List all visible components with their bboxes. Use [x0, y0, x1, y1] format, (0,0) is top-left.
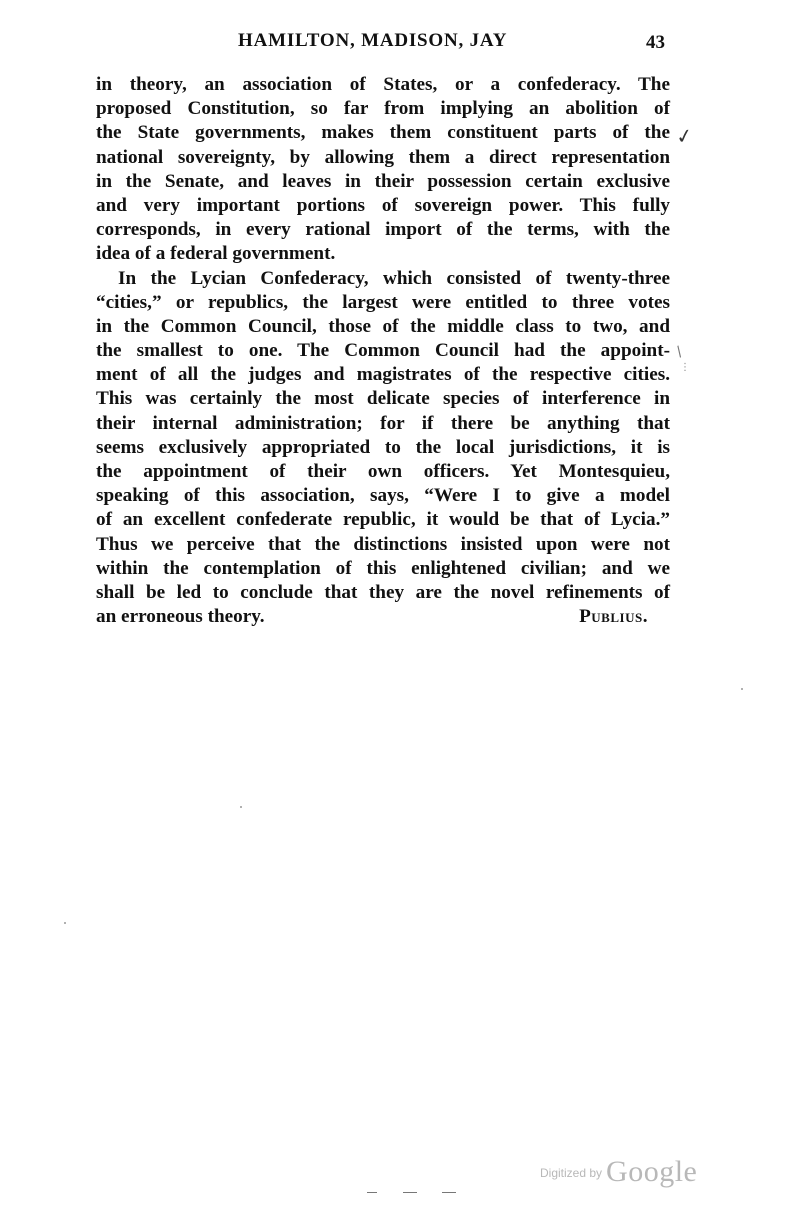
scan-artifact-dash	[403, 1192, 417, 1193]
closing-line	[96, 605, 670, 629]
text-line: the smallest to one. The Common Council had the appoint-	[96, 340, 670, 362]
paper-speck	[240, 806, 242, 808]
text-line: “cities,” or republics, the largest were entitled to three votes	[96, 291, 670, 313]
scan-artifact-dash	[442, 1192, 456, 1193]
pencil-tick-mark-icon: /	[673, 343, 686, 361]
pencil-check-mark-icon: ✓	[674, 122, 695, 150]
text-line: their internal administration; for if there be anything that	[96, 412, 670, 434]
text-line: in theory, an association of States, or a confederacy. The	[96, 74, 670, 95]
text-line: Thus we perceive that the distinctions insisted upon were not	[96, 533, 670, 555]
running-title: HAMILTON, MADISON, JAY	[238, 30, 508, 51]
text-line: proposed Constitution, so far from implying an abolition of	[96, 98, 670, 120]
text-line: shall be led to conclude that they are the novel refinements of	[96, 581, 670, 603]
text-line: the appointment of their own officers. Yet Montesquieu,	[96, 461, 670, 482]
text-line: within the contemplation of this enlightened civilian; and we	[96, 557, 670, 579]
running-head	[0, 30, 810, 60]
signature: Publius.	[579, 606, 648, 628]
digitized-watermark	[540, 1155, 697, 1189]
text-line: in the Common Council, those of the middle class to two, and	[96, 315, 670, 337]
text-line: corresponds, in every rational import of the terms, with the	[96, 219, 670, 241]
watermark-brand: Google	[606, 1155, 698, 1188]
text-line: speaking of this association, says, “Were I to give a model	[96, 485, 670, 507]
scan-artifact-dash	[367, 1192, 377, 1193]
page-number: 43	[646, 32, 665, 53]
text-line: and very important portions of sovereign power. This fully	[96, 194, 670, 216]
pencil-dot-mark-icon: ⋮	[680, 362, 690, 373]
text-line: the State governments, makes them constituent parts of the	[96, 122, 670, 144]
paper-speck	[64, 922, 66, 924]
text-line: an erroneous theory.	[96, 606, 265, 628]
watermark-prefix: Digitized by	[540, 1166, 603, 1180]
text-line: in the Senate, and leaves in their possession certain exclusive	[96, 170, 670, 192]
text-line: national sovereignty, by allowing them a direct representation	[96, 146, 670, 168]
paper-speck	[741, 688, 743, 690]
text-line: of an excellent confederate republic, it would be that of Lycia.”	[96, 509, 670, 531]
text-line: seems exclusively appropriated to the local jurisdictions, it is	[96, 436, 670, 458]
text-line: This was certainly the most delicate species of interference in	[96, 388, 670, 410]
body-text	[96, 73, 670, 629]
text-line: idea of a federal government.	[96, 243, 336, 265]
paragraph-start-line: In the Lycian Confederacy, which consisted of twenty-three	[118, 267, 670, 289]
text-line: ment of all the judges and magistrates of the respective cities.	[96, 364, 670, 386]
